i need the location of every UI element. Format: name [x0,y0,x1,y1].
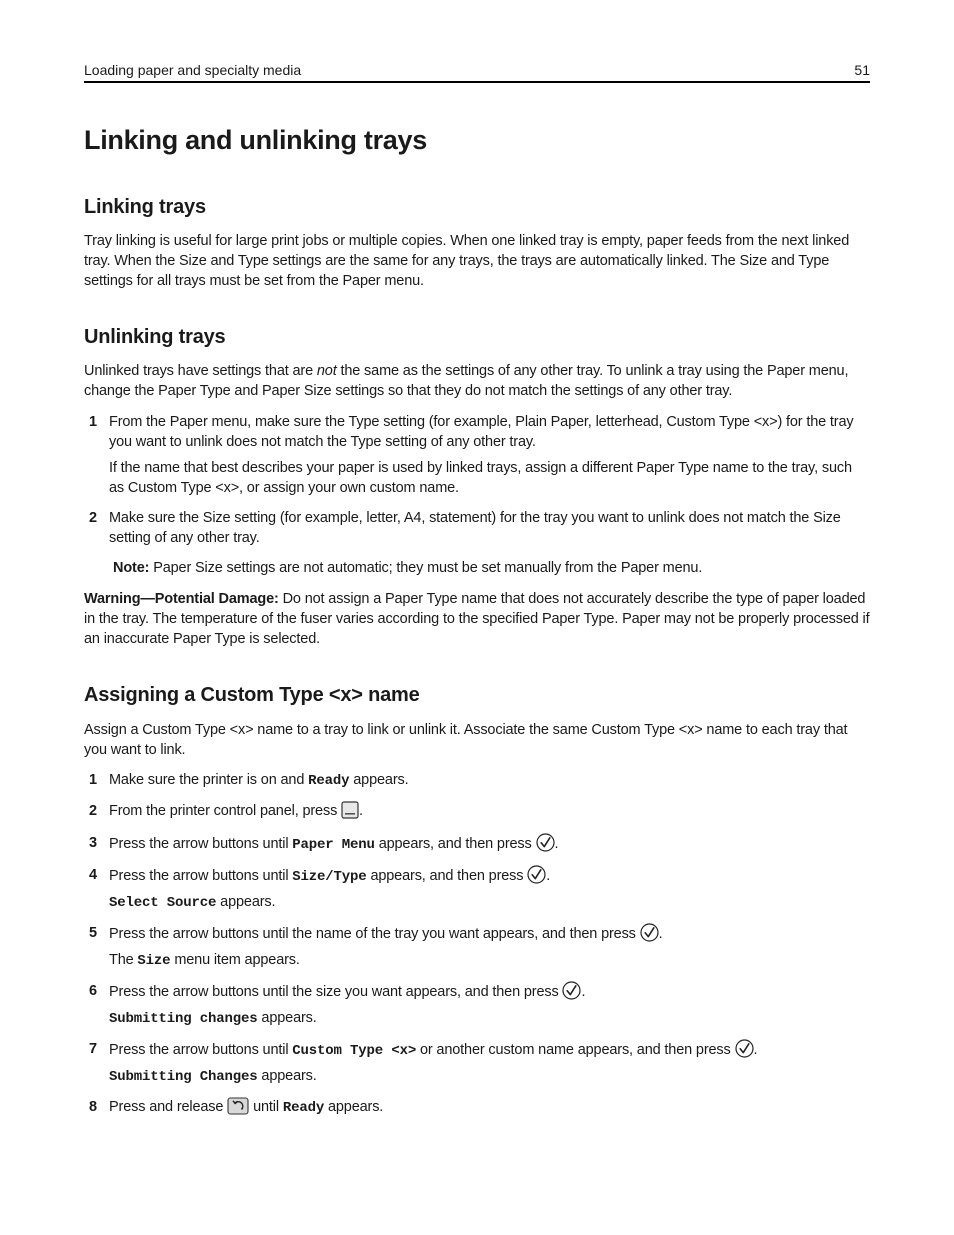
unlink-step-1-detail: If the name that best describes your paper is used by linked trays, assign a different Paper Type name to the tray, such as Custom Type <x>, or assign your own custom name. [109,460,852,496]
header-page-number: 51 [854,62,870,78]
custom-step-4-result: Select Source appears. [109,894,276,911]
custom-intro: Assign a Custom Type <x> name to a tray to link or unlink it. Associate the same Custom Type <x> name to each tray that you want to link. [84,722,848,758]
heading-unlinking-trays: Unlinking trays [84,326,226,348]
custom-step-6-result: Submitting changes appears. [109,1010,317,1027]
display-message: Submitting Changes [109,1069,258,1085]
step-number: 4 [89,867,97,883]
heading-linking-trays: Linking trays [84,196,206,218]
heading-custom-type: Assigning a Custom Type <x> name [84,684,420,706]
step-text: From the Paper menu, make sure the Type setting (for example, Plain Paper, letterhead, Custom Type <x>) for the tray you want to unlink does not match the Type setting of any other tray. [109,414,854,450]
select-checkmark-icon [527,865,546,890]
step-number: 8 [89,1099,97,1115]
step-text: Make sure the printer is on and Ready appears. [109,772,409,789]
step-text: Press the arrow buttons until Paper Menu appears, and then press . [109,833,870,858]
step-number: 1 [89,772,97,788]
step-text: Press the arrow buttons until the size you want appears, and then press . [109,981,870,1006]
select-checkmark-icon [562,981,581,1006]
menu-button-icon [341,801,359,825]
display-message: Submitting changes [109,1011,258,1027]
step-number: 1 [89,414,97,430]
select-checkmark-icon [536,833,555,858]
running-header [84,60,870,83]
step-text: Press and release until Ready appears. [109,1097,870,1121]
step-number: 5 [89,925,97,941]
step-text: Press the arrow buttons until the name of the tray you want appears, and then press . [109,923,870,948]
unlinking-intro: Unlinked trays have settings that are not the same as the settings of any other tray. To unlink a tray using the Paper menu, change the Paper Type and Paper Size settings so that they do not match the settings of any other tray. [84,363,849,399]
display-message: Select Source [109,895,217,911]
step-number: 3 [89,835,97,851]
linking-body: Tray linking is useful for large print jobs or multiple copies. When one linked tray is empty, paper feeds from the next linked tray. When the Size and Type settings are the same for any trays, the trays are automatically linked. The Size and Type settings for all trays must be set from the Paper menu. [84,233,850,289]
custom-step-7-result: Submitting Changes appears. [109,1068,317,1085]
step-number: 6 [89,983,97,999]
step-number: 2 [89,510,97,526]
display-message: Ready [282,1100,325,1116]
display-message: Size/Type [292,869,367,885]
step-text: Make sure the Size setting (for example, letter, A4, statement) for the tray you want to unlink does not match the Size setting of any other tray. [109,510,841,546]
page-title: Linking and unlinking trays [84,125,427,155]
step-text: From the printer control panel, press . [109,801,870,825]
step-text: Press the arrow buttons until Custom Type <x> or another custom name appears, and then press . [109,1039,870,1064]
select-checkmark-icon [735,1039,754,1064]
warning: Warning—Potential Damage: Do not assign a Paper Type name that does not accurately describe the type of paper loaded in the tray. The temperature of the fuser varies according to the specified Paper Type. Paper may not be properly processed if an inaccurate Paper Type is selected. [84,591,870,647]
header-section-title: Loading paper and specialty media [84,62,302,78]
custom-step-5-result: The Size menu item appears. [109,952,300,969]
display-message: Size [137,953,171,969]
step-number: 7 [89,1041,97,1057]
display-message: Ready [308,773,350,789]
step-text: Press the arrow buttons until Size/Type appears, and then press . [109,865,870,890]
display-message: Custom Type <x> [292,1043,417,1059]
display-message: Paper Menu [292,837,375,853]
step-number: 2 [89,803,97,819]
back-arrow-icon [227,1097,249,1121]
note: Note: Paper Size settings are not automatic; they must be set manually from the Paper menu. [113,560,703,576]
select-checkmark-icon [640,923,659,948]
